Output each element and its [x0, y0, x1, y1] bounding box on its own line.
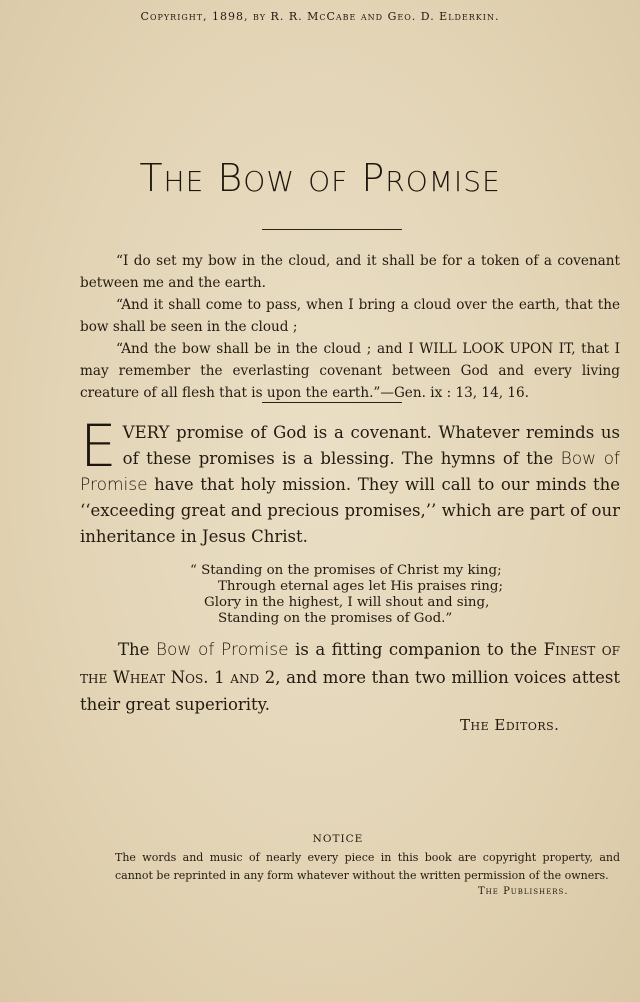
title-promise-rest: ROMISE [385, 165, 501, 198]
title-of: OF [308, 165, 349, 198]
companion-text-a: The [118, 640, 156, 659]
section-rule [262, 402, 402, 403]
title-the-cap: T [139, 156, 164, 200]
notice-heading: NOTICE [312, 833, 364, 845]
intro-paragraph [80, 412, 620, 550]
drop-cap: E [80, 412, 117, 480]
intro-first-word: VERY [122, 423, 170, 442]
poem-line-1: “ Standing on the promises of Christ my king; [190, 563, 502, 578]
title-the-rest: HE [163, 165, 205, 198]
intro-text-a: promise of God is a covenant. Whatever reminds us of these promises is a blessing. The hymns of the [122, 423, 620, 468]
title-rule [262, 229, 402, 230]
poem-line-2: Through eternal ages let His praises ring; [218, 579, 503, 594]
companion-paragraph [80, 636, 620, 718]
verse-line-3: “And the bow shall be in the cloud ; and I WILL LOOK UPON IT, that I may remember the everlasting covenant between God and every living creature of all flesh that is upon the earth.”—Gen. ix : 13, 14, 16. [80, 341, 620, 401]
title-promise-cap: P [361, 156, 386, 200]
title-bow-cap: B [217, 156, 244, 200]
intro-bow-of-promise: Bow of Promise [80, 449, 620, 495]
companion-bow-of-promise: Bow of Promise [155, 640, 289, 660]
poem-line-3: Glory in the highest, I will shout and sing, [204, 595, 490, 610]
publishers-signature: The Publishers. [478, 886, 569, 897]
verse-line-1: “I do set my bow in the cloud, and it shall be for a token of a covenant between me and the earth. [80, 253, 620, 291]
companion-text-b: is a fitting companion to the [288, 640, 544, 659]
copyright-line: Copyright, 1898, by R. R. McCabe and Geo. D. Elderkin. [140, 10, 500, 23]
companion-text-c: , and more than two million voices attest their great superiority. [80, 668, 620, 714]
editors-signature: The Editors. [460, 716, 560, 734]
hymn-quote [190, 563, 550, 627]
notice-text [115, 849, 620, 885]
page-title [0, 156, 640, 200]
notice-body: The words and music of nearly every piece in this book are copyright property, and cannot be reprinted in any form whatever without the written permission of the owners. [115, 851, 620, 882]
scripture-verse [80, 250, 620, 404]
poem-line-4: Standing on the promises of God.” [218, 611, 453, 626]
companion-finest: Finest of the Wheat Nos. 1 and 2 [80, 640, 620, 687]
title-bow-rest: OW [243, 165, 296, 198]
intro-text-b: have that holy mission. They will call to our minds the ‘‘exceeding great and precious promises,’’ which are part of our inheritance in Jesus Christ. [80, 475, 620, 546]
verse-line-2: “And it shall come to pass, when I bring a cloud over the earth, that the bow shall be seen in the cloud ; [80, 297, 620, 335]
